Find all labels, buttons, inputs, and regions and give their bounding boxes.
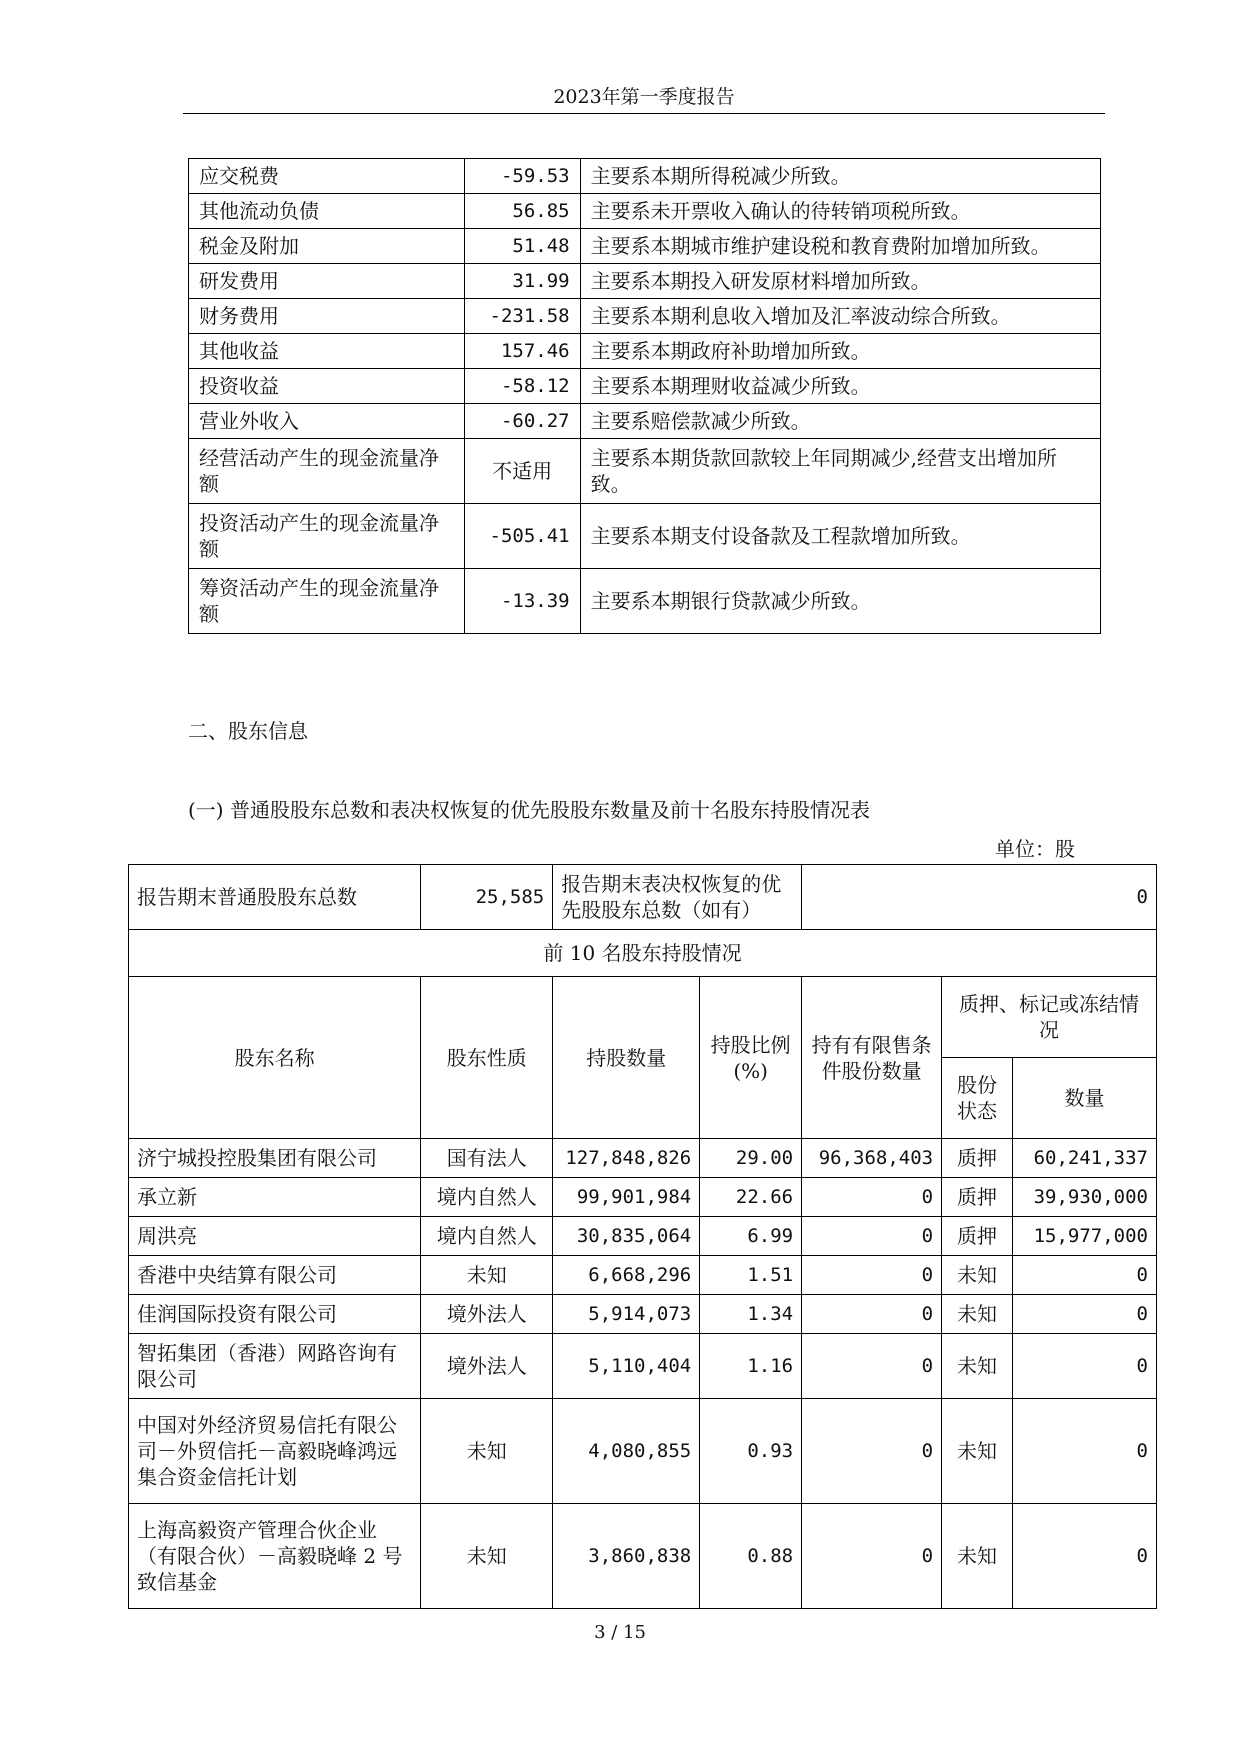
changes-reason: 主要系本期利息收入增加及汇率波动综合所致。 [580,299,1100,334]
changes-value: 31.99 [464,264,580,299]
shareholder-name: 上海高毅资产管理合伙企业（有限合伙）－高毅晓峰 2 号致信基金 [129,1504,421,1609]
changes-item: 投资收益 [189,369,465,404]
changes-item: 应交税费 [189,159,465,194]
changes-reason: 主要系本期城市维护建设税和教育费附加增加所致。 [580,229,1100,264]
shareholder-ratio: 0.88 [700,1504,802,1609]
changes-reason: 主要系本期投入研发原材料增加所致。 [580,264,1100,299]
shareholder-row [129,1334,1157,1399]
shareholder-quantity: 0 [1013,1295,1157,1334]
changes-row [189,334,1101,369]
changes-value: -60.27 [464,404,580,439]
shareholder-status: 未知 [942,1504,1013,1609]
shareholder-ratio: 22.66 [700,1178,802,1217]
shareholder-row [129,1256,1157,1295]
shareholder-name: 智拓集团（香港）网路咨询有限公司 [129,1334,421,1399]
shareholder-shares: 99,901,984 [553,1178,700,1217]
shareholder-restricted: 0 [802,1504,942,1609]
changes-value: -13.39 [464,569,580,634]
shareholder-quantity: 39,930,000 [1013,1178,1157,1217]
changes-value: -59.53 [464,159,580,194]
section-subtitle: (一) 普通股股东总数和表决权恢复的优先股股东数量及前十名股东持股情况表 [188,798,870,822]
changes-item: 其他收益 [189,334,465,369]
shareholder-nature: 境外法人 [421,1334,553,1399]
shareholder-quantity: 15,977,000 [1013,1217,1157,1256]
shareholder-status: 未知 [942,1334,1013,1399]
shareholder-status: 质押 [942,1178,1013,1217]
total-holders-label: 报告期末普通股股东总数 [129,865,421,930]
shareholder-row [129,1504,1157,1609]
shareholder-restricted: 0 [802,1334,942,1399]
col-header-shares: 持股数量 [553,977,700,1139]
changes-item: 财务费用 [189,299,465,334]
shareholder-shares: 6,668,296 [553,1256,700,1295]
changes-item: 研发费用 [189,264,465,299]
shareholder-nature: 国有法人 [421,1139,553,1178]
header-divider [183,113,1105,114]
shareholder-restricted: 0 [802,1217,942,1256]
shareholder-ratio: 0.93 [700,1399,802,1504]
changes-reason: 主要系本期银行贷款减少所致。 [580,569,1100,634]
changes-reason: 主要系本期政府补助增加所致。 [580,334,1100,369]
col-header-quantity: 数量 [1013,1058,1157,1139]
page-header-title: 2023年第一季度报告 [553,86,735,108]
preferred-holders-label: 报告期末表决权恢复的优先股股东总数（如有） [553,865,802,930]
header-row-1 [129,977,1157,1058]
changes-item: 营业外收入 [189,404,465,439]
changes-item: 其他流动负债 [189,194,465,229]
page-number: 3 / 15 [594,1622,646,1643]
changes-row [189,569,1101,634]
shareholder-status: 未知 [942,1256,1013,1295]
shareholder-row [129,1399,1157,1504]
col-header-ratio: 持股比例(%) [700,977,802,1139]
shareholder-shares: 5,110,404 [553,1334,700,1399]
shareholder-nature: 未知 [421,1256,553,1295]
shareholder-name: 周洪亮 [129,1217,421,1256]
shareholder-nature: 未知 [421,1399,553,1504]
shareholder-row [129,1139,1157,1178]
changes-row [189,439,1101,504]
shareholder-ratio: 29.00 [700,1139,802,1178]
shareholder-shares: 127,848,826 [553,1139,700,1178]
col-header-name: 股东名称 [129,977,421,1139]
changes-reason: 主要系未开票收入确认的待转销项税所致。 [580,194,1100,229]
changes-table-body [189,159,1101,634]
col-header-pledge-group: 质押、标记或冻结情况 [942,977,1157,1058]
shareholder-status: 未知 [942,1295,1013,1334]
shareholder-status: 质押 [942,1139,1013,1178]
shareholder-ratio: 6.99 [700,1217,802,1256]
top10-title-row [129,930,1157,977]
changes-value: 157.46 [464,334,580,369]
shareholder-quantity: 60,241,337 [1013,1139,1157,1178]
shareholder-ratio: 1.34 [700,1295,802,1334]
changes-row [189,369,1101,404]
changes-item: 税金及附加 [189,229,465,264]
col-header-restricted: 持有有限售条件股份数量 [802,977,942,1139]
shareholders-table-body [129,865,1157,1609]
shareholder-quantity: 0 [1013,1256,1157,1295]
shareholder-name: 香港中央结算有限公司 [129,1256,421,1295]
changes-reason: 主要系本期支付设备款及工程款增加所致。 [580,504,1100,569]
shareholder-status: 质押 [942,1217,1013,1256]
shareholder-shares: 4,080,855 [553,1399,700,1504]
summary-row [129,865,1157,930]
changes-row [189,404,1101,439]
shareholder-status: 未知 [942,1399,1013,1504]
shareholder-nature: 未知 [421,1504,553,1609]
changes-reason: 主要系赔偿款减少所致。 [580,404,1100,439]
shareholder-name: 济宁城投控股集团有限公司 [129,1139,421,1178]
changes-value: 不适用 [464,439,580,504]
shareholder-shares: 30,835,064 [553,1217,700,1256]
changes-row [189,504,1101,569]
shareholder-quantity: 0 [1013,1399,1157,1504]
changes-item: 投资活动产生的现金流量净额 [189,504,465,569]
changes-value: 56.85 [464,194,580,229]
changes-reason: 主要系本期货款回款较上年同期减少,经营支出增加所致。 [580,439,1100,504]
changes-item: 筹资活动产生的现金流量净额 [189,569,465,634]
shareholder-name: 佳润国际投资有限公司 [129,1295,421,1334]
changes-item: 经营活动产生的现金流量净额 [189,439,465,504]
changes-reason: 主要系本期所得税减少所致。 [580,159,1100,194]
preferred-holders-value: 0 [802,865,1157,930]
shareholder-name: 承立新 [129,1178,421,1217]
shareholder-nature: 境外法人 [421,1295,553,1334]
shareholder-row [129,1295,1157,1334]
changes-reason: 主要系本期理财收益减少所致。 [580,369,1100,404]
shareholder-ratio: 1.16 [700,1334,802,1399]
shareholder-restricted: 0 [802,1256,942,1295]
changes-value: -58.12 [464,369,580,404]
shareholder-quantity: 0 [1013,1334,1157,1399]
shareholder-quantity: 0 [1013,1504,1157,1609]
shareholder-restricted: 96,368,403 [802,1139,942,1178]
shareholder-shares: 5,914,073 [553,1295,700,1334]
changes-table [188,158,1101,634]
shareholder-restricted: 0 [802,1295,942,1334]
shareholder-name: 中国对外经济贸易信托有限公司－外贸信托－高毅晓峰鸿远集合资金信托计划 [129,1399,421,1504]
shareholder-shares: 3,860,838 [553,1504,700,1609]
changes-row [189,229,1101,264]
unit-label: 单位：股 [995,837,1075,861]
changes-value: 51.48 [464,229,580,264]
shareholder-row [129,1217,1157,1256]
changes-value: -231.58 [464,299,580,334]
col-header-nature: 股东性质 [421,977,553,1139]
top10-title: 前 10 名股东持股情况 [129,930,1157,977]
total-holders-value: 25,585 [421,865,553,930]
shareholder-nature: 境内自然人 [421,1178,553,1217]
changes-row [189,299,1101,334]
col-header-status: 股份状态 [942,1058,1013,1139]
shareholder-restricted: 0 [802,1178,942,1217]
section-title: 二、股东信息 [188,719,308,743]
shareholder-ratio: 1.51 [700,1256,802,1295]
changes-row [189,159,1101,194]
shareholder-restricted: 0 [802,1399,942,1504]
changes-row [189,264,1101,299]
changes-row [189,194,1101,229]
shareholder-nature: 境内自然人 [421,1217,553,1256]
shareholders-table [128,864,1157,1609]
shareholder-row [129,1178,1157,1217]
changes-value: -505.41 [464,504,580,569]
